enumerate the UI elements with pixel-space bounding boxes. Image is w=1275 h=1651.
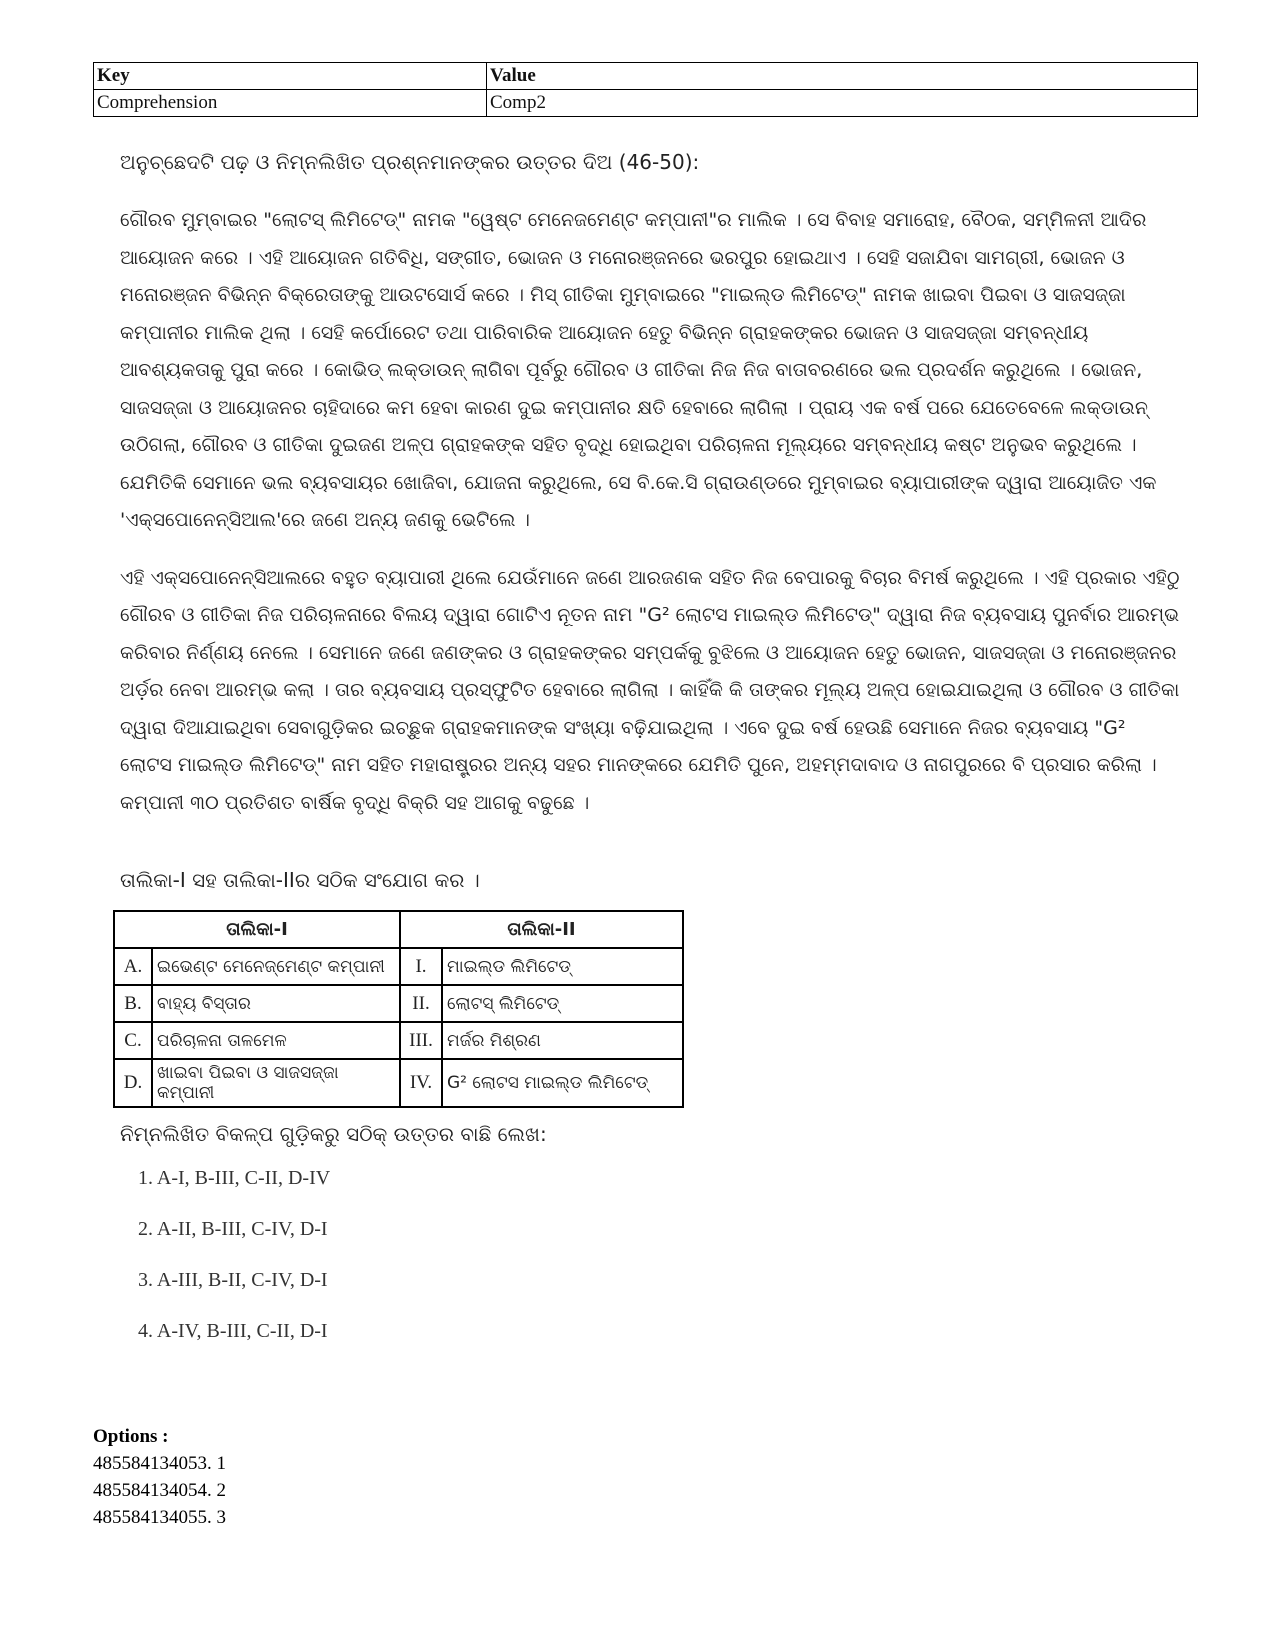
- answer-choice-3: 3. A-III, B-II, C-IV, D-I: [138, 1269, 328, 1291]
- match-row: [114, 1022, 683, 1059]
- row-label-right: II.: [400, 985, 442, 1022]
- comprehension-key: Comprehension: [94, 90, 487, 117]
- row-label-right: IV.: [400, 1059, 442, 1107]
- match-table: [113, 910, 684, 1108]
- options-block: [93, 1423, 226, 1531]
- row-text-left: ଖାଇବା ପିଇବା ଓ ସାଜସଜ୍ଜା କମ୍ପାନୀ: [152, 1059, 400, 1107]
- answer-choice-1: 1. A-I, B-III, C-II, D-IV: [138, 1167, 331, 1189]
- option-id-3: 485584134055. 3: [93, 1507, 226, 1528]
- row-label-right: I.: [400, 948, 442, 985]
- option-id-2: 485584134054. 2: [93, 1480, 226, 1501]
- row-label-left: B.: [114, 985, 152, 1022]
- row-text-left: ଇଭେଣ୍ଟ ମେନେଜ୍‌ମେଣ୍ଟ କମ୍ପାନୀ: [152, 948, 400, 985]
- row-label-left: D.: [114, 1059, 152, 1107]
- row-text-right: ଲୋଟସ୍ ଲିମିଟେଡ୍: [442, 985, 683, 1022]
- row-label-left: A.: [114, 948, 152, 985]
- list-2-header: ତାଲିକା-II: [400, 911, 683, 948]
- answer-choices: [120, 1162, 1180, 1366]
- passage-instruction: ଅନୁଚ୍ଛେଦଟି ପଢ଼ ଓ ନିମ୍ନଲିଖିତ ପ୍ରଶ୍ନମାନଙ୍କର ଉତ୍ତର ଦିଅ (46-50):: [120, 150, 700, 174]
- match-row: [114, 948, 683, 985]
- row-text-right: ମର୍ଜର ମିଶ୍ରଣ: [442, 1022, 683, 1059]
- question-stem: ତାଲିକା-I ସହ ତାଲିକା-IIର ସଠିକ ସଂଯୋଗ କର ।: [120, 868, 480, 892]
- answer-choice-2: 2. A-II, B-III, C-IV, D-I: [138, 1218, 328, 1240]
- row-text-right: ମାଇଲ୍ଡ ଲିମିଟେଡ୍: [442, 948, 683, 985]
- answer-choice-4: 4. A-IV, B-III, C-II, D-I: [138, 1320, 328, 1342]
- match-row: [114, 985, 683, 1022]
- question-image: [120, 150, 1180, 1366]
- match-row: [114, 1059, 683, 1107]
- option-id-1: 485584134053. 1: [93, 1453, 226, 1474]
- row-label-left: C.: [114, 1022, 152, 1059]
- passage-paragraph-2: ଏହି ଏକ୍ସପୋନେନ୍‌ସିଆଲରେ ବହୁତ ବ୍ୟାପାରୀ ଥିଲେ ଯେଉଁମାନେ ଜଣେ ଆରଜଣକ ସହିତ ନିଜ ବେପାରକୁ ବିଚାର ବିମର୍ଷ କରୁଥିଲେ । ଏହି ପ୍ରକାର ଏହିଠୁ ଗୌରବ ଓ ଗୀତିକା ନିଜ ପରିଚାଳନାରେ ବିଲୟ ଦ୍ୱାରା ଗୋଟିଏ ନୂତନ ନାମ "G² ଲୋଟସ ମାଇଲ୍ଡ ଲିମିଟେଡ୍" ଦ୍ୱାରା ନିଜ ବ୍ୟବସାୟ ପୁନର୍ବାର ଆରମ୍ଭ କରିବାର ନିର୍ଣ୍ଣୟ ନେଲେ । ସେମାନେ ଜଣେ ଜଣଙ୍କର ଓ ଗ୍ରାହକଙ୍କର ସମ୍ପର୍କକୁ ବୁଝିଲେ ଓ ଆୟୋଜନ ହେତୁ ଭୋଜନ, ସାଜସଜ୍ଜା ଓ ମନୋରଞ୍ଜନର ଅର୍ଡ଼ର ନେବା ଆରମ୍ଭ କଲା । ତାର ବ୍ୟବସାୟ ପ୍ରସ୍ଫୁଟିତ ହେବାରେ ଲାଗିଲା । କାହିଁକି କି ତାଙ୍କର ମୂଲ୍ୟ ଅଳ୍ପ ହୋଇଯାଇଥିଲା ଓ ଗୌରବ ଓ ଗୀତିକା ଦ୍ୱାରା ଦିଆଯାଇଥିବା ସେବାଗୁଡ଼ିକର ଇଚ୍ଛୁକ ଗ୍ରାହକମାନଙ୍କ ସଂଖ୍ୟା ବଢ଼ିଯାଇଥିଲା । ଏବେ ଦୁଇ ବର୍ଷ ହେଉଛି ସେମାନେ ନିଜର ବ୍ୟବସାୟ "G² ଲୋଟସ ମାଇଲ୍ଡ ଲିମିଟେଡ୍" ନାମ ସହିତ ମହାରାଷ୍ଟ୍ରର ଅନ୍ୟ ସହର ମାନଙ୍କରେ ଯେମିତି ପୁନେ, ଅହମ୍ମଦାବାଦ ଓ ନାଗପୁରରେ ବି ପ୍ରସାର କରିଲା । କମ୍ପାନୀ ୩୦ ପ୍ରତିଶତ ବାର୍ଷିକ ବୃଦ୍ଧି ବିକ୍ରି ସହ ଆଗକୁ ବଢୁଛେ ।: [120, 566, 1180, 814]
- row-text-right: G² ଲୋଟସ ମାଇଲ୍ଡ ଲିମିଟେଡ୍: [442, 1059, 683, 1107]
- value-header: Value: [487, 63, 1198, 90]
- comprehension-value: Comp2: [487, 90, 1198, 117]
- key-header: Key: [94, 63, 487, 90]
- options-heading: Options :: [93, 1426, 169, 1447]
- row-text-left: ବାହ୍ୟ ବିସ୍ତାର: [152, 985, 400, 1022]
- choose-prompt: ନିମ୍ନଲିଖିତ ବିକଳ୍ପ ଗୁଡ଼ିକରୁ ସଠିକ୍ ଉତ୍ତର ବାଛି ଲେଖ:: [120, 1122, 547, 1146]
- key-value-table: [93, 62, 1198, 117]
- row-label-right: III.: [400, 1022, 442, 1059]
- passage-paragraph-1: ଗୌରବ ମୁମ୍ବାଇର "ଲୋଟସ୍ ଲିମିଟେଡ୍" ନାମକ "ୱେଷ୍ଟ ମେନେଜମେଣ୍ଟ କମ୍ପାନୀ"ର ମାଲିକ । ସେ ବିବାହ ସମାରୋହ, ବୈଠକ, ସମ୍ମିଳନୀ ଆଦିର ଆୟୋଜନ କରେ । ଏହି ଆୟୋଜନ ଗତିବିଧି, ସଙ୍ଗୀତ, ଭୋଜନ ଓ ମନୋରଞ୍ଜନରେ ଭରପୁର ହୋଇଥାଏ । ସେହି ସଜାଯିବା ସାମଗ୍ରୀ, ଭୋଜନ ଓ ମନୋରଞ୍ଜନ ବିଭିନ୍ନ ବିକ୍ରେତାଙ୍କୁ ଆଉଟସୋର୍ସ କରେ । ମିସ୍ ଗୀତିକା ମୁମ୍ବାଇରେ "ମାଇଲ୍ଡ ଲିମିଟେଡ୍" ନାମକ ଖାଇବା ପିଇବା ଓ ସାଜସଜ୍ଜା କମ୍ପାନୀର ମାଲିକ ଥିଲା । ସେହି କର୍ପୋରେଟ ତଥା ପାରିବାରିକ ଆୟୋଜନ ହେତୁ ବିଭିନ୍ନ ଗ୍ରାହକଙ୍କର ଭୋଜନ ଓ ସାଜସଜ୍ଜା ସମ୍ବନ୍ଧୀୟ ଆବଶ୍ୟକତାକୁ ପୁରା କରେ । କୋଭିଡ୍ ଲକ୍‌ଡାଉନ୍ ଲାଗିବା ପୂର୍ବରୁ ଗୌରବ ଓ ଗୀତିକା ନିଜ ନିଜ ବାତାବରଣରେ ଭଲ ପ୍ରଦର୍ଶନ କରୁଥିଲେ । ଭୋଜନ, ସାଜସଜ୍ଜା ଓ ଆୟୋଜନର ଚାହିଦାରେ କମ ହେବା କାରଣ ଦୁଇ କମ୍ପାନୀର କ୍ଷତି ହେବାରେ ଲାଗିଲା । ପ୍ରାୟ ଏକ ବର୍ଷ ପରେ ଯେତେବେଳେ ଲକ୍‌ଡାଉନ୍ ଉଠିଗଲା, ଗୌରବ ଓ ଗୀତିକା ଦୁଇଜଣ ଅଳ୍ପ ଗ୍ରାହକଙ୍କ ସହିତ ବୃଦ୍ଧି ହୋଇଥିବା ପରିଚାଳନା ମୂଲ୍ୟରେ ସମ୍ବନ୍ଧୀୟ କଷ୍ଟ ଅନୁଭବ କରୁଥିଲେ । ଯେମିତିକି ସେମାନେ ଭଲ ବ୍ୟବସାୟର ଖୋଜିବା, ଯୋଜନା କରୁଥିଲେ, ସେ ବି.କେ.ସି ଗ୍ରାଉଣ୍ଡରେ ମୁମ୍ବାଇର ବ୍ୟାପାରୀଙ୍କ ଦ୍ୱାରା ଆୟୋଜିତ ଏକ 'ଏକ୍ସପୋନେନ୍‌ସିଆଲ'ରେ ଜଣେ ଅନ୍ୟ ଜଣକୁ ଭେଟିଲେ ।: [120, 209, 1157, 531]
- list-1-header: ତାଲିକା-I: [114, 911, 400, 948]
- row-text-left: ପରିଚାଳନା ତାଳମେଳ: [152, 1022, 400, 1059]
